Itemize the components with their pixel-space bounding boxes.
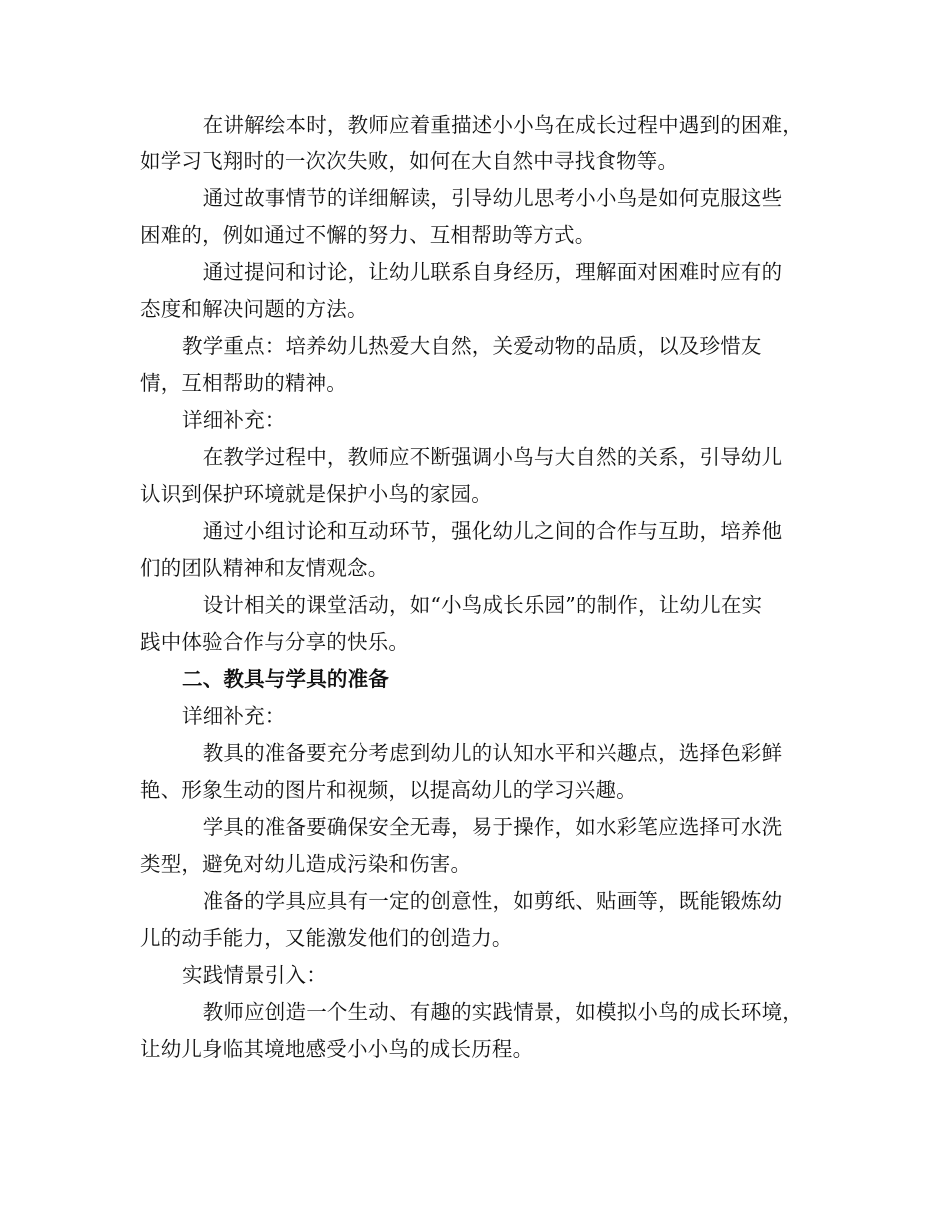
paragraph-line: 情，互相帮助的精神。: [140, 371, 347, 395]
paragraph-line: 教师应创造一个生动、有趣的实践情景，如模拟小鸟的成长环境，: [182, 1000, 803, 1024]
paragraph-line: 认识到保护环境就是保护小鸟的家园。: [140, 482, 492, 506]
paragraph-line: 学具的准备要确保安全无毒，易于操作，如水彩笔应选择可水洗: [182, 815, 783, 839]
paragraph-line: 教学重点：培养幼儿热爱大自然，关爱动物的品质，以及珍惜友: [182, 334, 762, 358]
paragraph-line: 儿的动手能力，又能激发他们的创造力。: [140, 926, 513, 950]
paragraph-line: 设计相关的课堂活动，如“小鸟成长乐园”的制作，让幼儿在实: [182, 593, 763, 617]
paragraph-line: 类型，避免对幼儿造成污染和伤害。: [140, 852, 472, 876]
section-heading: 二、教具与学具的准备: [182, 667, 389, 691]
paragraph-line: 践中体验合作与分享的快乐。: [140, 630, 410, 654]
paragraph-line: 教具的准备要充分考虑到幼儿的认知水平和兴趣点，选择色彩鲜: [182, 741, 783, 765]
paragraph-line: 准备的学具应具有一定的创意性，如剪纸、贴画等，既能锻炼幼: [182, 889, 783, 913]
section-label: 详细补充：: [182, 704, 286, 728]
paragraph-line: 让幼儿身临其境地感受小小鸟的成长历程。: [140, 1037, 534, 1061]
paragraph-line: 们的团队精神和友情观念。: [140, 556, 389, 580]
section-label: 实践情景引入：: [182, 963, 327, 987]
paragraph-line: 态度和解决问题的方法。: [140, 297, 368, 321]
section-label: 详细补充：: [182, 408, 286, 432]
paragraph-line: 艳、形象生动的图片和视频，以提高幼儿的学习兴趣。: [140, 778, 637, 802]
paragraph-line: 在教学过程中，教师应不断强调小鸟与大自然的关系，引导幼儿: [182, 445, 783, 469]
paragraph-line: 如学习飞翔时的一次次失败，如何在大自然中寻找食物等。: [140, 149, 679, 173]
paragraph-line: 通过提问和讨论，让幼儿联系自身经历，理解面对困难时应有的: [182, 260, 783, 284]
paragraph-line: 通过小组讨论和互动环节，强化幼儿之间的合作与互助，培养他: [182, 519, 783, 543]
paragraph-line: 在讲解绘本时，教师应着重描述小小鸟在成长过程中遇到的困难，: [182, 113, 803, 137]
paragraph-line: 通过故事情节的详细解读，引导幼儿思考小小鸟是如何克服这些: [182, 186, 783, 210]
paragraph-line: 困难的，例如通过不懈的努力、互相帮助等方式。: [140, 223, 596, 247]
